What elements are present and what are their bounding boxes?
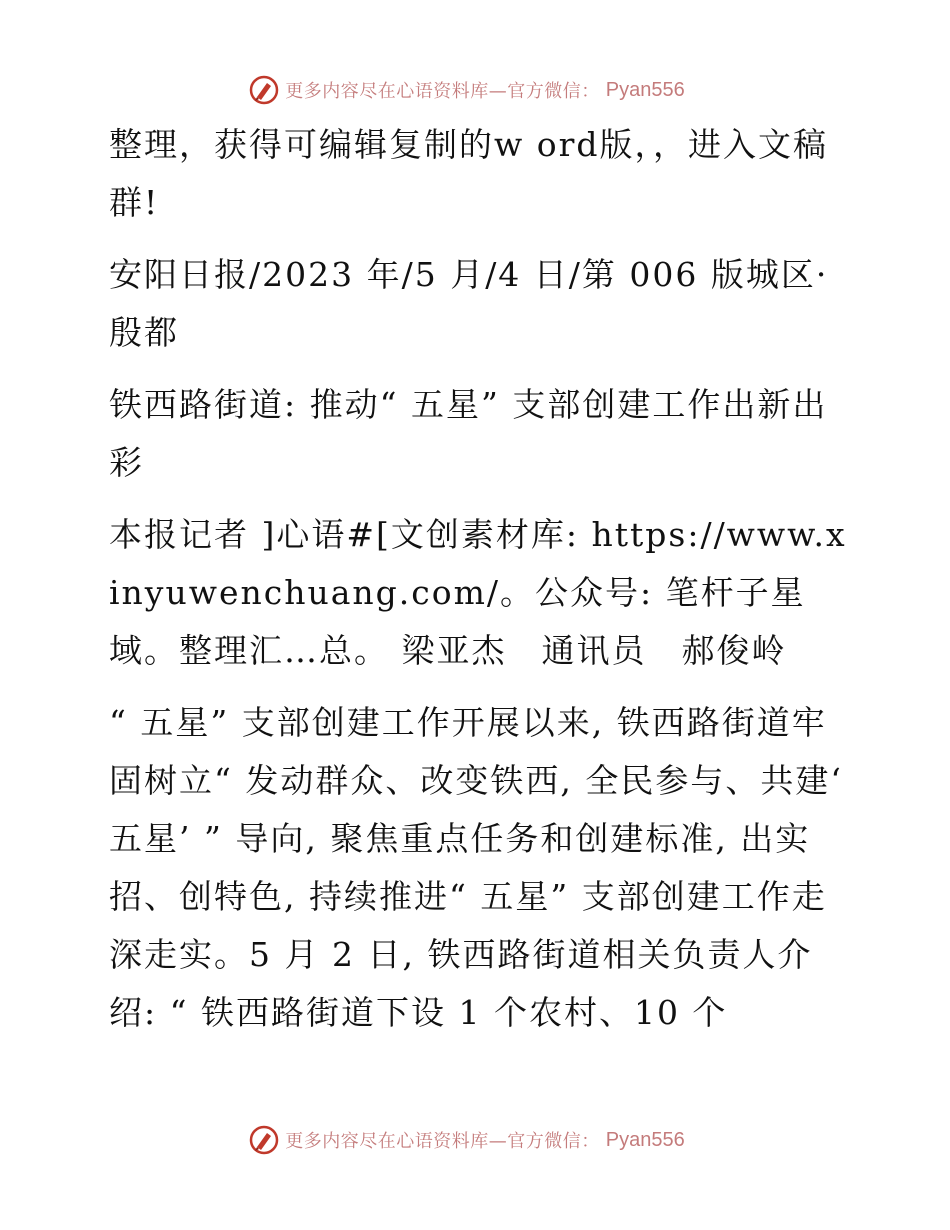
footer-banner xyxy=(0,1120,950,1160)
footer-banner-content xyxy=(249,1125,684,1155)
header-banner-content xyxy=(249,75,684,105)
document-body xyxy=(97,116,857,1056)
paragraph-source: 安阳日报/2023 年/5 月/4 日/第 006 版城区·殷都 xyxy=(109,255,829,352)
header-banner-text: 更多内容尽在心语资料库—官方微信： xyxy=(285,81,600,102)
article-title: 铁西路街道: 推动“ 五星” 支部创建工作出新出彩 xyxy=(109,385,828,482)
paragraph-body: “ 五星” 支部创建工作开展以来, 铁西路街道牢固树立“ 发动群众、改变铁西, 全民参与、共建‘ 五星’ ” 导向, 聚焦重点任务和创建标准, 出实招、创特色, 持续推进“ 五星” 支部创建工作走深走实。5 月 2 日, 铁西路街道相关负责人介绍: “ 铁西路街道下设 1 个农村、10 个 xyxy=(109,703,843,1032)
paragraph-intro: 整理，获得可编辑复制的w ord版，，进入文稿群! xyxy=(109,125,829,222)
header-wechat-id: Pyan556 xyxy=(605,78,685,101)
pen-logo-icon xyxy=(249,1125,279,1155)
paragraph-byline: 本报记者 ]心语#[文创素材库: https://www.xinyuwenchuang.com/。公众号: 笔杆子星域。整理汇…总。 梁亚杰 通讯员 郝俊岭 xyxy=(109,515,847,670)
footer-wechat-id: Pyan556 xyxy=(605,1128,685,1151)
header-banner xyxy=(0,70,950,110)
footer-banner-text: 更多内容尽在心语资料库—官方微信： xyxy=(285,1131,600,1152)
pen-logo-icon xyxy=(249,75,279,105)
